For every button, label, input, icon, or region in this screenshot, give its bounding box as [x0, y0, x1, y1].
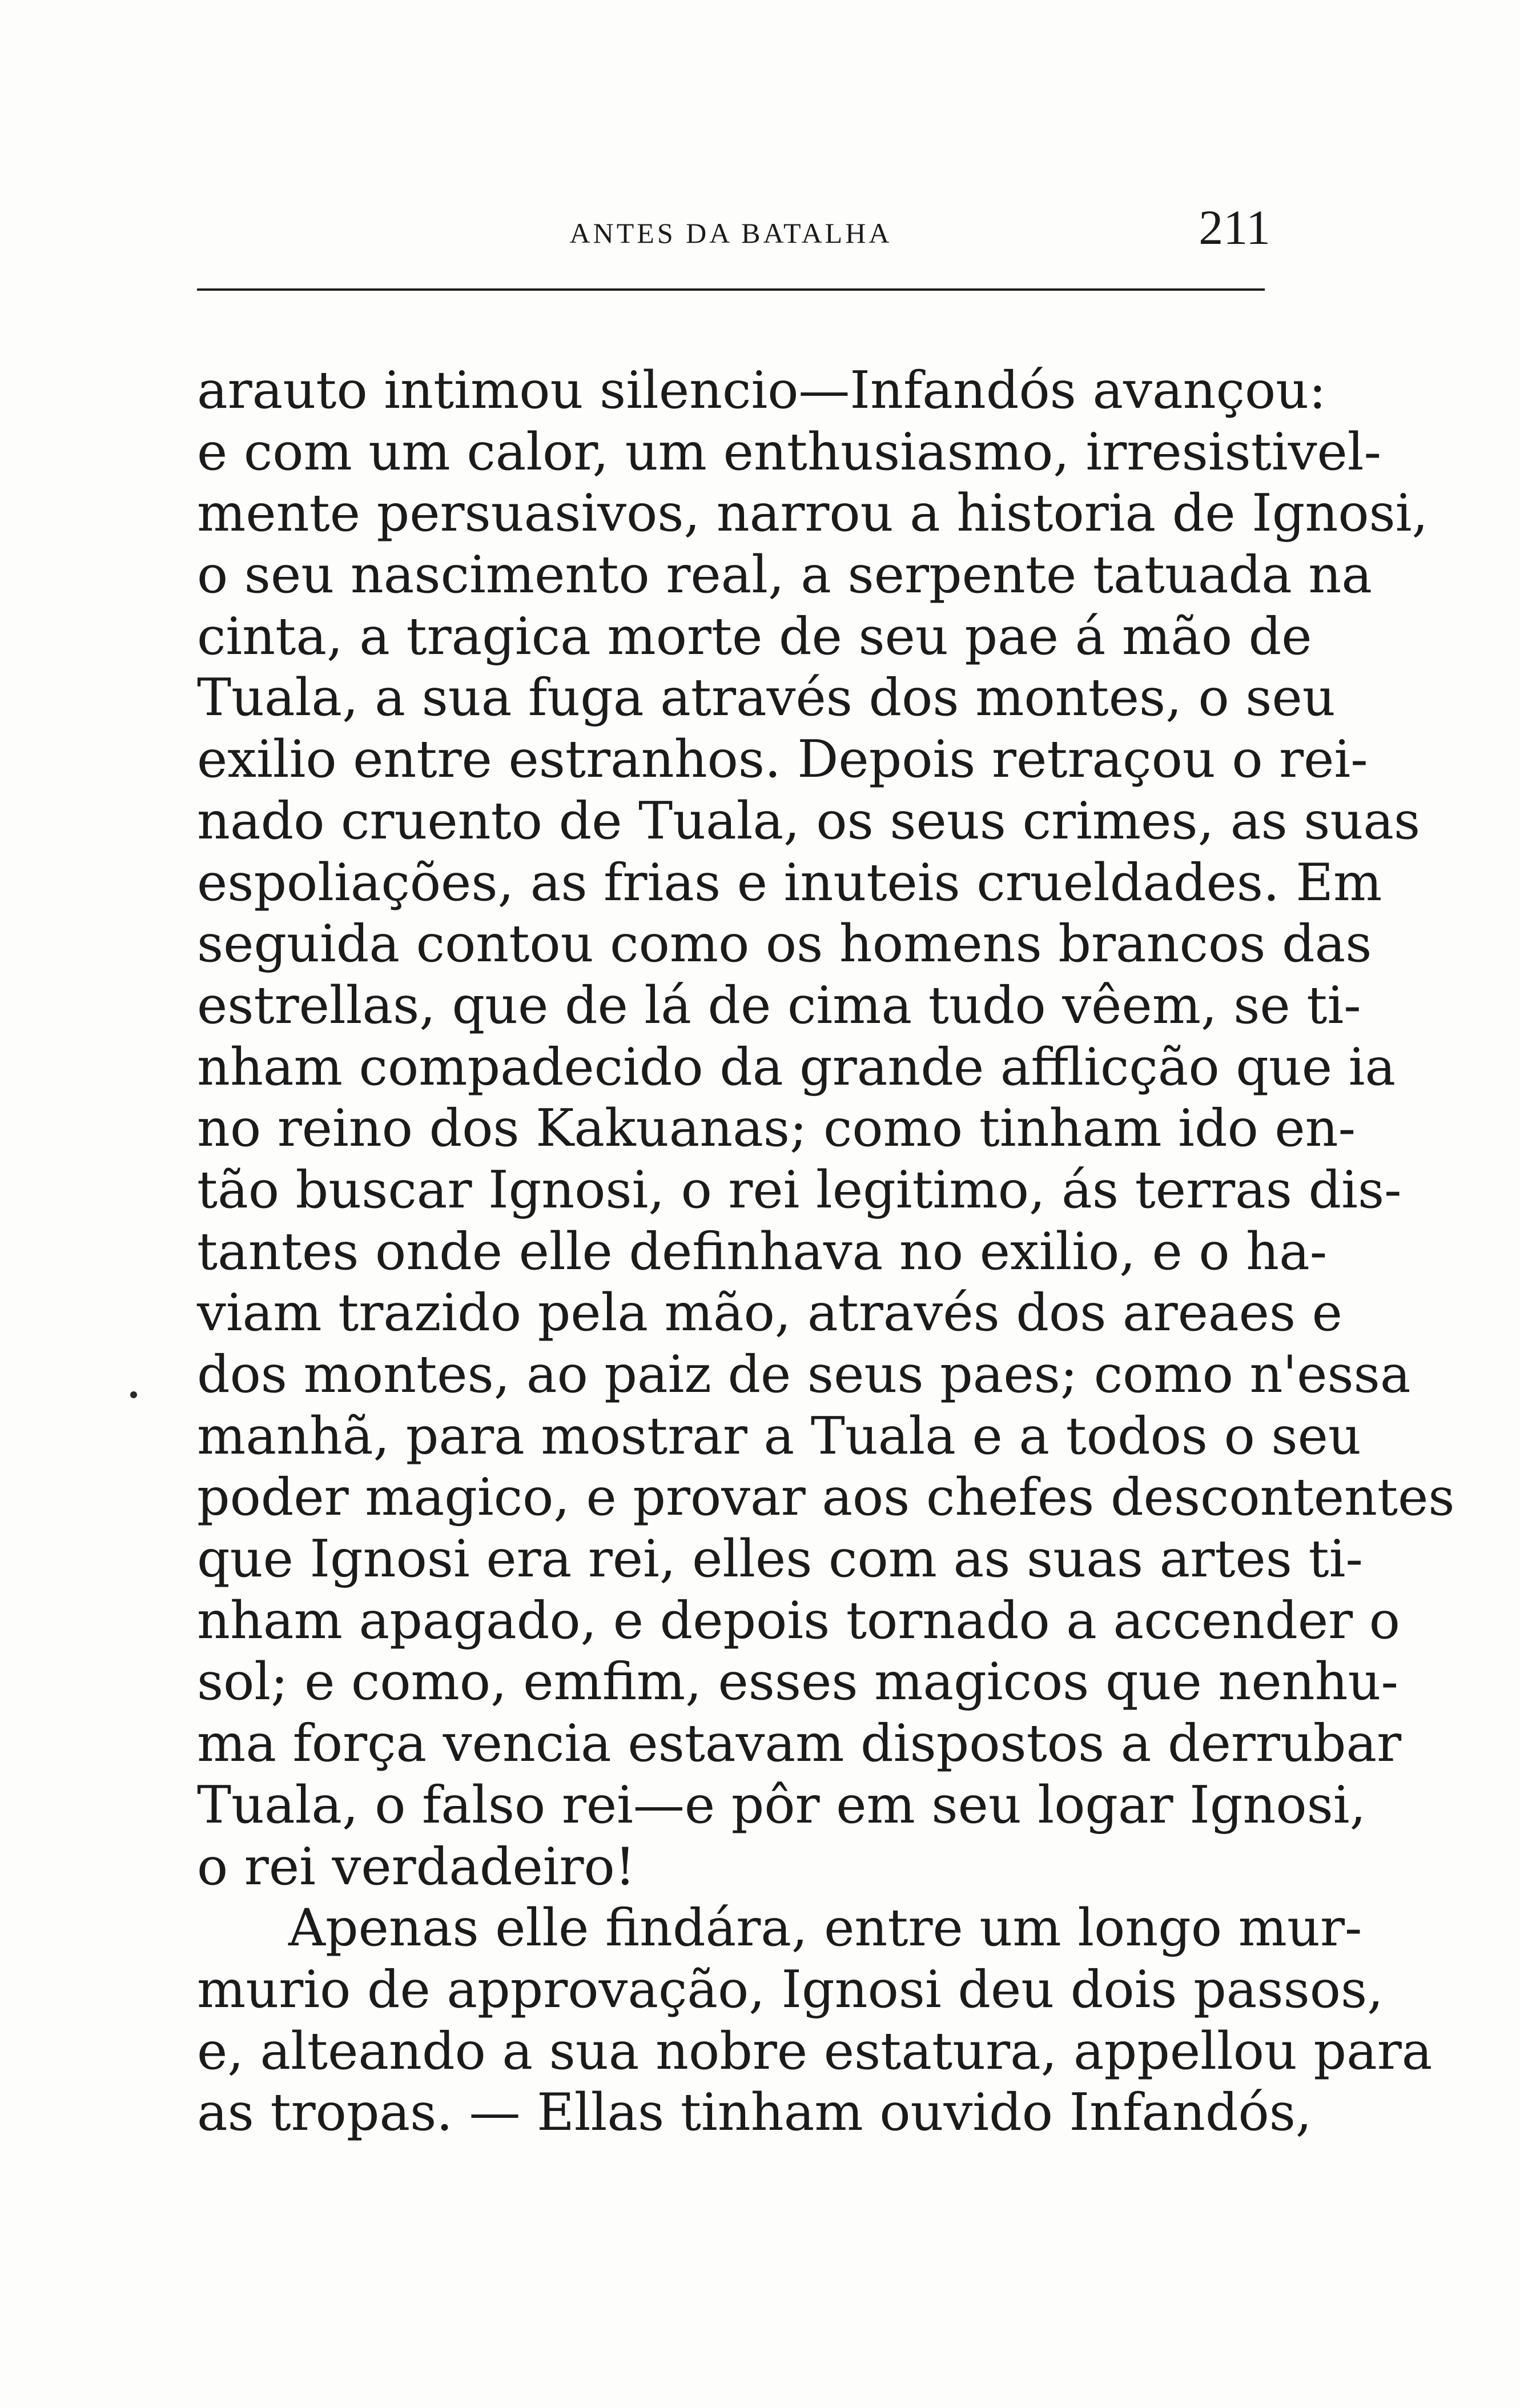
body-text [197, 360, 1455, 2144]
text-line: espoliações, as frias e inuteis crueldades. Em [197, 852, 1382, 913]
text-line: sol; e como, emfim, esses magicos que nenhu- [197, 1652, 1398, 1712]
text-line: viam trazido pela mão, através dos areaes e [197, 1283, 1342, 1343]
text-line: arauto intimou silencio—Infandós avançou: [197, 360, 1326, 420]
text-line: tantes onde elle definhava no exilio, e o ha- [197, 1221, 1328, 1282]
paragraph-first-line: Apenas elle findára, entre um longo mur- [288, 1898, 1362, 1958]
text-line: tão buscar Ignosi, o rei legitimo, ás terras dis- [197, 1159, 1402, 1220]
text-line: cinta, a tragica morte de seu pae á mão de [197, 606, 1312, 667]
page-number: 211 [1199, 200, 1270, 255]
text-line: Tuala, a sua fuga através dos montes, o seu [197, 668, 1336, 728]
text-line: e com um calor, um enthusiasmo, irresistivel- [197, 422, 1381, 482]
text-line: estrellas, que de lá de cima tudo vêem, se ti- [197, 975, 1361, 1036]
text-line: manhã, para mostrar a Tuala e a todos o seu [197, 1406, 1361, 1466]
text-line: que Ignosi era rei, elles com as suas artes ti- [197, 1529, 1363, 1590]
text-line: o rei verdadeiro! [197, 1836, 636, 1897]
text-line: as tropas. — Ellas tinham ouvido Infandós, [197, 2082, 1312, 2143]
text-line: Tuala, o falso rei—e pôr em seu logar Ignosi, [197, 1775, 1366, 1835]
text-line: dos montes, ao paiz de seus paes; como n'essa [197, 1345, 1411, 1404]
text-line: poder magico, e provar aos chefes descontentes [197, 1467, 1455, 1528]
text-line: mente persuasivos, narrou a historia de Ignosi, [197, 483, 1429, 544]
text-line: nado cruento de Tuala, os seus crimes, as suas [197, 790, 1421, 851]
text-line: nham compadecido da grande afflicção que ia [197, 1037, 1396, 1097]
text-line: seguida contou como os homens brancos das [197, 914, 1372, 974]
text-line: o seu nascimento real, a serpente tatuada na [197, 545, 1373, 605]
text-line: ma força vencia estavam dispostos a derrubar [197, 1713, 1402, 1774]
text-line: e, alteando a sua nobre estatura, appellou para [197, 2021, 1433, 2081]
text-line: exilio entre estranhos. Depois retraçou o rei- [197, 729, 1368, 790]
running-title: ANTES DA BATALHA [569, 217, 892, 249]
header-rule [197, 288, 1265, 291]
text-line: no reino dos Kakuanas; como tinham ido en- [197, 1098, 1356, 1159]
text-line: murio de approvação, Ignosi deu dois passos, [197, 1959, 1384, 2020]
ink-speck [130, 1391, 137, 1398]
running-head [197, 199, 1270, 262]
text-line: nham apagado, e depois tornado a accender o [197, 1590, 1400, 1651]
